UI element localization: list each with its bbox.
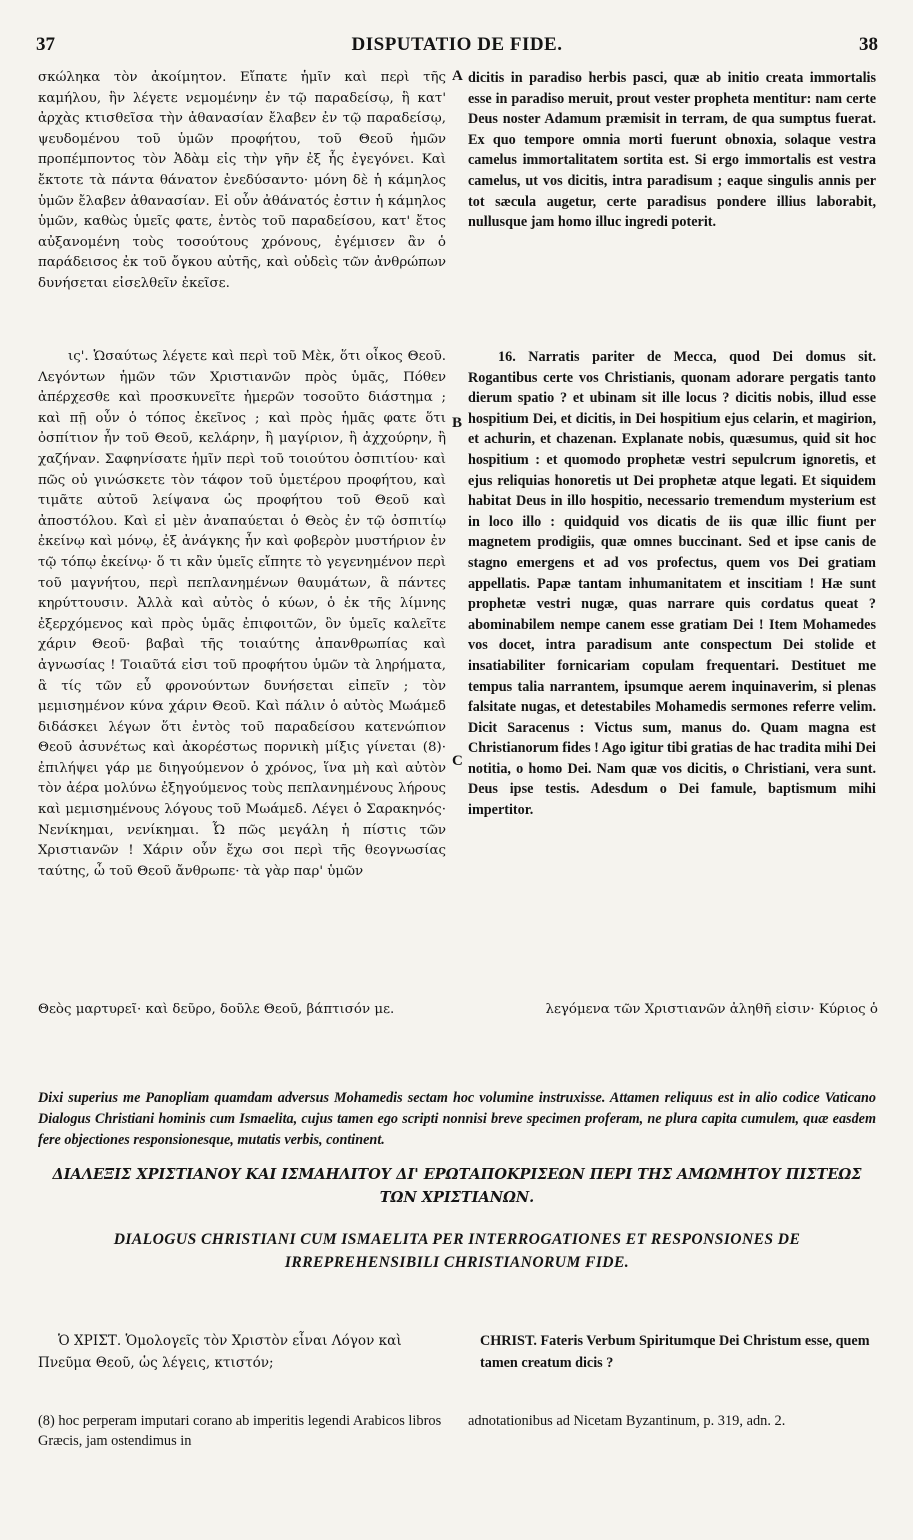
editor-note: Dixi superius me Panopliam quamdam adversus Mohamedis sectam hoc volumine instruxisse. Attamen reliquus est in alio codice Vaticano Dialogus Christiani hominis cum Ismaelita, cujus tamen ego scripti nonnisi breve specimen proferam, ne plura capita cumulem, quæ easdem fere objectiones responsionesque, mutatis verbis, continent.	[38, 1090, 876, 1149]
latin-paragraph: dicitis in paradiso herbis pasci, quæ ab initio creata immortalis esse in paradiso meruit, prout vester propheta mentitur: nam certe Deus noster Adamum præmisit in terram, de qua sumptus fuerat. Ex quo tempore omnia morti fuerunt obnoxia, solaque vestra camelus immortalitatem sortita est. Si ergo immortalis est vestra camelus, ut vos dicitis, intra paradisum ; eaque singulis annis per tot sæcula augetur, certe paradisus pondere illius laborabit, nullusque jam homo illuc ingredi poterit.	[468, 70, 876, 231]
greek-paragraph-16: ις'. Ὡσαύτως λέγετε καὶ περὶ τοῦ Μὲκ, ὅτι οἶκος Θεοῦ. Λεγόντων ἡμῶν τῶν Χριστιανῶν πρὸς ὑμᾶς, Πόθεν ἀπέρχεσθε καὶ προσκυνεῖτε ἡμερῶν τοσοῦτο διάστημα ; καὶ πῇ οὖν ὁ τόπος ἐκεῖνος ; καὶ πρὸς ἡμᾶς φατε ὅτι ὀσπίτιον ἦν τοῦ Θεοῦ, κελάρην, ἢ μαγίριον, ἢ ἀχχούρην, ἢ χαζήναν. Σαφηνίσατε ἡμῖν περὶ τοῦ τοιούτου ὀσπιτίου· καὶ πῶς οὐ γινώσκετε τὸν τάφον τοῦ ὑμετέρου προφήτου, καὶ τιμᾶτε αὐτοῦ λείψανα ὡς προφήτου τοῦ Θεοῦ καὶ ἀποστόλου. Καὶ εἰ μὲν ἀναπαύεται ὁ Θεὸς ἐν τῷ ὀσπιτίῳ ἐκείνῳ καὶ μόνῳ, ἐξ ἀνάγκης ἦν καὶ φοβερὸν μυστήριον ἐν τῷ τόπῳ ἐκείνῳ· ὅ τι κἂν ὑμεῖς εἴπητε τὸ γεγενημένον περὶ τοῦ μαγνήτου, περὶ πεπλανημένων θαυμάτων, ἃ πάντες κηρύττουσιν. Ἀλλὰ καὶ αὐτὸς ὁ κύων, ὁ ἐκ τῆς λίμνης ἐξερχόμενος καὶ πρὸς ὑμᾶς ἐπιφοιτῶν, ὃν ὑμεῖς καλεῖτε χάριν Θεοῦ· βαβαὶ τῆς τοιαύτης ἀπανθρωπίας καὶ ἀγνωσίας ! Τοιαῦτά εἰσι τοῦ προφήτου ὑμῶν τὰ ληρήματα, ἃ τίς τῶν εὖ φρονούντων δυνήσεται εἰπεῖν ; τὸν μεμισημένον κύνα χάριν Θεοῦ. Καὶ πάλιν ὁ αὐτὸς Μωάμεδ διδάσκει λέγων ὅτι ἐντὸς τοῦ παραδείσου κατενώπιον Θεοῦ ἀσυνέτως καὶ ἀκορέστως πορνικὴ μίξις γίνεται (8)· ἐπιλήψει γάρ με διηγούμενον ὁ χρόνος, ἵνα μὴ καὶ αὐτὸν τὸν ἀέρα μολύνω ἐξηγούμενος τοὺς πεπλανημένους λήρους καὶ μεμισημένους λόγους τοῦ Μωάμεδ. Λέγει ὁ Σαρακηνός· Νενίκημαι, νενίκημαι. Ὦ πῶς μεγάλη ἡ πίστις τῶν Χριστιανῶν ! Χάριν οὖν ἔχω σοι περὶ τῆς θεογνωσίας ταύτης, ὦ τοῦ Θεοῦ ἄνθρωπε· τὰ γὰρ παρ' ὑμῶν	[38, 349, 446, 879]
greek-column-part-1	[38, 68, 446, 295]
page-number-left: 37	[36, 34, 55, 55]
page-number-right: 38	[859, 34, 878, 55]
latin-paragraph-16: 16. Narratis pariter de Mecca, quod Dei domus sit. Rogantibus certe vos Christianis, quonam adorare pergatis tanto dierum spatio ? et ubinam sit ille locus ? dicitis nobis, illud esse hospitium Dei, et dicitis, in Dei hospitium ejus celarin, et magirion, et achurin, et chazenan. Explanate nobis, quæsumus, quid sit hoc hospitium : et quomodo prophetæ vestri sepulcrum ignoretis, et ejus reliquias honoretis ut Dei prophetæ atque legati. Et siquidem habitat Deus in illo hospitio, necessario tremendum mysterium est in loco illo : quidquid vos dicatis de iis quæ illic fiunt per magnetem prodigiis, quæ omnes buccinant. Sed et ipse canis de stagno emergens et ad vos profectus, quem vos Dei gratiam appellatis. Papæ tantam inhumanitatem et inscitiam ! Hæ sunt prophetæ vestri nugæ, quas narrare quis cordatus queat ? abominabilem nempe canem esse gratiam Dei ! Item Mohamedes vos docet, intra paradisum ante conspectum Dei stolide et insatiabiliter fornicariam copulam frequentari. Destituet me tempus talia narrantem, ipsumque aerem inquinaverim, si plenas falsitate nugas, et detestabiles Mohamedis sermones referre velim. Dicit Saracenus : Victus sum, manus do. Quam magna est Christianorum fides ! Ago igitur tibi gratias de hac tradita mihi Dei notitia, o homo Dei. Nam quæ vos dicitis, o Christiani, vera sunt. Deus ipse testis. Adesdum o Dei famule, baptismum mihi impertitor.	[468, 349, 876, 819]
latin-column-part-2	[468, 347, 876, 821]
section-marker-c: C	[452, 753, 463, 769]
dialogue-latin	[480, 1330, 876, 1374]
dialogue-greek-line: Ὁ ΧΡΙΣΤ. Ὁμολογεῖς τὸν Χριστὸν εἶναι Λόγον καὶ Πνεῦμα Θεοῦ, ὡς λέγεις, κτιστόν;	[38, 1333, 402, 1371]
greek-paragraph: σκώληκα τὸν ἀκοίμητον. Εἴπατε ἡμῖν καὶ περὶ τῆς καμήλου, ἣν λέγετε νεμομένην ἐν τῷ παραδείσῳ, ἣ κατ' ἀρχὰς κτισθεῖσα τὴν ἀθανασίαν ἔλαβεν ἐν τῷ παραδείσῳ, ψευδομένου τοῦ ὑμῶν προφήτου, τοῦ Θεοῦ ἡμῶν προπέμποντος τὸν Ἀδὰμ εἰς τὴν γῆν ἐξ ἧς ἐγεγόνει. Καὶ ἔκτοτε τὰ πάντα θάνατον ἐνεδύσαντο· μόνη δὲ ἡ κάμηλος ὑμῶν ἔλαβεν ἀθανασίαν. Εἰ οὖν ἀθάνατός ἐστιν ἡ κάμηλος ὑμῶν, καθὼς ὑμεῖς φατε, ἐντὸς τοῦ παραδείσου, κατ' ἔτος αὐξανομένη τοὺς τοσούτους χρόνους, ἐγέμισεν ἂν ὁ παράδεισος ἐκ τοῦ ὄγκου αὐτῆς, καὶ οὐδεὶς τῶν ἀνθρώπων δυνήσεται εἰσελθεῖν ἐκεῖσε.	[38, 70, 446, 291]
trailing-greek-right: λεγόμενα τῶν Χριστιανῶν ἀληθῆ εἰσιν· Κύριος ὁ	[545, 1002, 878, 1017]
running-title: DISPUTATIO DE FIDE.	[351, 34, 563, 55]
section-marker-b: B	[452, 415, 463, 431]
footnote-left	[38, 1411, 450, 1451]
footnote-right	[468, 1411, 878, 1431]
dialogue-latin-line: CHRIST. Fateris Verbum Spiritumque Dei Christum esse, quem tamen creatum dicis ?	[480, 1333, 870, 1371]
trailing-greek-left: Θεὸς μαρτυρεῖ· καὶ δεῦρο, δοῦλε Θεοῦ, βάπτισόν με.	[38, 1002, 395, 1017]
greek-column-part-2	[38, 347, 446, 882]
dialogue-title-latin: DIALOGUS CHRISTIANI CUM ISMAELITA PER INTERROGATIONES ET RESPONSIONES DE IRREPREHENSIBILI CHRISTIANORUM FIDE.	[113, 1231, 801, 1271]
dialogue-title-greek: ΔΙΑΛΕΞΙΣ ΧΡΙΣΤΙΑΝΟΥ ΚΑΙ ΙΣΜΑΗΛΙΤΟΥ ΔΙ' ΕΡΩΤΑΠΟΚΡΙΣΕΩΝ ΠΕΡΙ ΤΗΣ ΑΜΩΜΗΤΟΥ ΠΙΣΤΕΩΣ ΤΩΝ ΧΡΙΣΤΙΑΝΩΝ.	[52, 1166, 862, 1206]
footnote-text-right: adnotationibus ad Nicetam Byzantinum, p. 319, adn. 2.	[468, 1413, 786, 1429]
page-header	[36, 34, 878, 58]
dialogue-greek	[38, 1330, 448, 1374]
section-marker-a: A	[452, 68, 463, 84]
footnote-text-left: (8) hoc perperam imputari corano ab imperitis legendi Arabicos libros Græcis, jam ostendimus in	[38, 1413, 442, 1449]
latin-column-part-1	[468, 68, 876, 233]
